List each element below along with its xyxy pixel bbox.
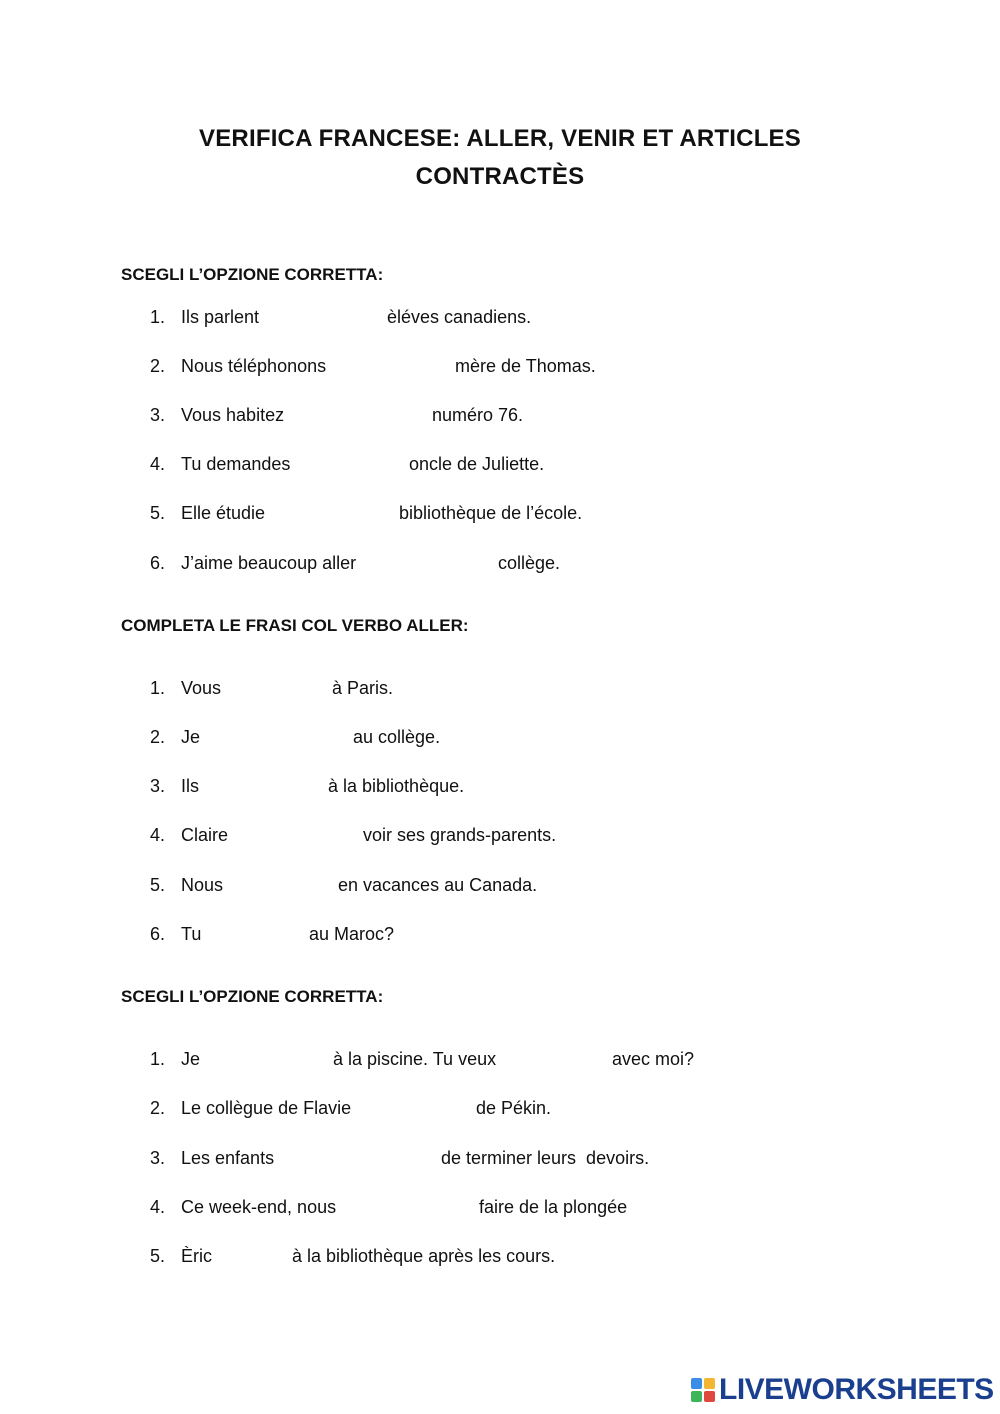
item-text-after: èléves canadiens.	[387, 307, 532, 327]
item-number: 2.	[150, 1098, 166, 1118]
exercise-3-item-1	[0, 1047, 1000, 1071]
item-text-after: en vacances au Canada.	[338, 875, 538, 895]
title-line-1: VERIFICA FRANCESE: ALLER, VENIR ET ARTICLES	[199, 125, 801, 152]
item-text-before: Èric	[181, 1246, 212, 1266]
item-text-after: bibliothèque de l’école.	[399, 503, 583, 523]
item-text-after: au collège.	[353, 727, 441, 747]
item-number: 3.	[150, 776, 166, 796]
item-text-after: numéro 76.	[432, 405, 524, 425]
item-number: 5.	[150, 1246, 166, 1266]
exercise-1-item-5	[0, 501, 1000, 525]
item-text-before: Elle étudie	[181, 503, 266, 523]
exercise-3-item-3	[0, 1146, 1000, 1170]
item-text-after: à Paris.	[332, 678, 394, 698]
exercise-1-item-2	[0, 354, 1000, 378]
item-text-after: oncle de Juliette.	[409, 454, 545, 474]
exercise-2-item-1	[0, 676, 1000, 700]
item-text-before: Le collègue de Flavie	[181, 1098, 352, 1118]
exercise-2-item-2	[0, 725, 1000, 749]
item-number: 3.	[150, 1148, 166, 1168]
title-line-2: CONTRACTÈS	[415, 163, 585, 190]
item-number: 3.	[150, 405, 166, 425]
item-number: 4.	[150, 454, 166, 474]
item-number: 5.	[150, 503, 166, 523]
item-text-before: Vous habitez	[181, 405, 285, 425]
item-text-after: à la piscine. Tu veux	[333, 1049, 497, 1069]
item-text-before: Nous téléphonons	[181, 356, 327, 376]
item-text-before: Les enfants	[181, 1148, 275, 1168]
item-number: 4.	[150, 825, 166, 845]
exercise-1-item-6	[0, 551, 1000, 575]
item-number: 5.	[150, 875, 166, 895]
item-text-after: de Pékin.	[476, 1098, 552, 1118]
item-number: 1.	[150, 307, 166, 327]
item-text-before: Tu	[181, 924, 202, 944]
item-number: 2.	[150, 356, 166, 376]
liveworksheets-logo	[690, 1374, 994, 1406]
liveworksheets-logo-text: LIVEWORKSHEETS	[719, 1373, 994, 1406]
liveworksheets-logo-icon	[690, 1377, 716, 1403]
exercise-3-item-2	[0, 1096, 1000, 1120]
item-text-after: de terminer leurs devoirs.	[441, 1148, 650, 1168]
exercise-1-item-1	[0, 305, 1000, 329]
item-text-after: à la bibliothèque après les cours.	[292, 1246, 556, 1266]
exercise-1-item-4	[0, 452, 1000, 476]
exercise-2-item-6	[0, 922, 1000, 946]
item-text-before: Ils parlent	[181, 307, 260, 327]
item-text-after: collège.	[498, 553, 561, 573]
item-text-after: à la bibliothèque.	[328, 776, 465, 796]
item-text-before: Vous	[181, 678, 222, 698]
exercise-2-item-5	[0, 873, 1000, 897]
item-text-before: Ils	[181, 776, 199, 796]
item-number: 6.	[150, 924, 166, 944]
item-text-after: faire de la plongée	[479, 1197, 628, 1217]
item-text-after: voir ses grands-parents.	[363, 825, 557, 845]
item-number: 4.	[150, 1197, 166, 1217]
section-1-heading: SCEGLI L’OPZIONE CORRETTA:	[121, 265, 384, 284]
section-2-heading: COMPLETA LE FRASI COL VERBO ALLER:	[121, 616, 469, 635]
item-number: 1.	[150, 1049, 166, 1069]
item-text-before: Je	[181, 727, 201, 747]
item-text-after-2: avec moi?	[612, 1049, 695, 1069]
section-3-heading: SCEGLI L’OPZIONE CORRETTA:	[121, 987, 384, 1006]
item-text-before: Claire	[181, 825, 229, 845]
item-text-before: Ce week-end, nous	[181, 1197, 337, 1217]
item-text-before: Je	[181, 1049, 201, 1069]
item-text-before: Nous	[181, 875, 224, 895]
item-text-after: au Maroc?	[309, 924, 395, 944]
item-number: 1.	[150, 678, 166, 698]
exercise-2-item-3	[0, 774, 1000, 798]
item-text-before: Tu demandes	[181, 454, 291, 474]
item-number: 6.	[150, 553, 166, 573]
item-text-before: J’aime beaucoup aller	[181, 553, 357, 573]
item-text-after: mère de Thomas.	[455, 356, 596, 376]
exercise-1-item-3	[0, 403, 1000, 427]
exercise-2-item-4	[0, 823, 1000, 847]
exercise-3-item-5	[0, 1244, 1000, 1268]
item-number: 2.	[150, 727, 166, 747]
worksheet-title	[0, 120, 1000, 196]
exercise-3-item-4	[0, 1195, 1000, 1219]
